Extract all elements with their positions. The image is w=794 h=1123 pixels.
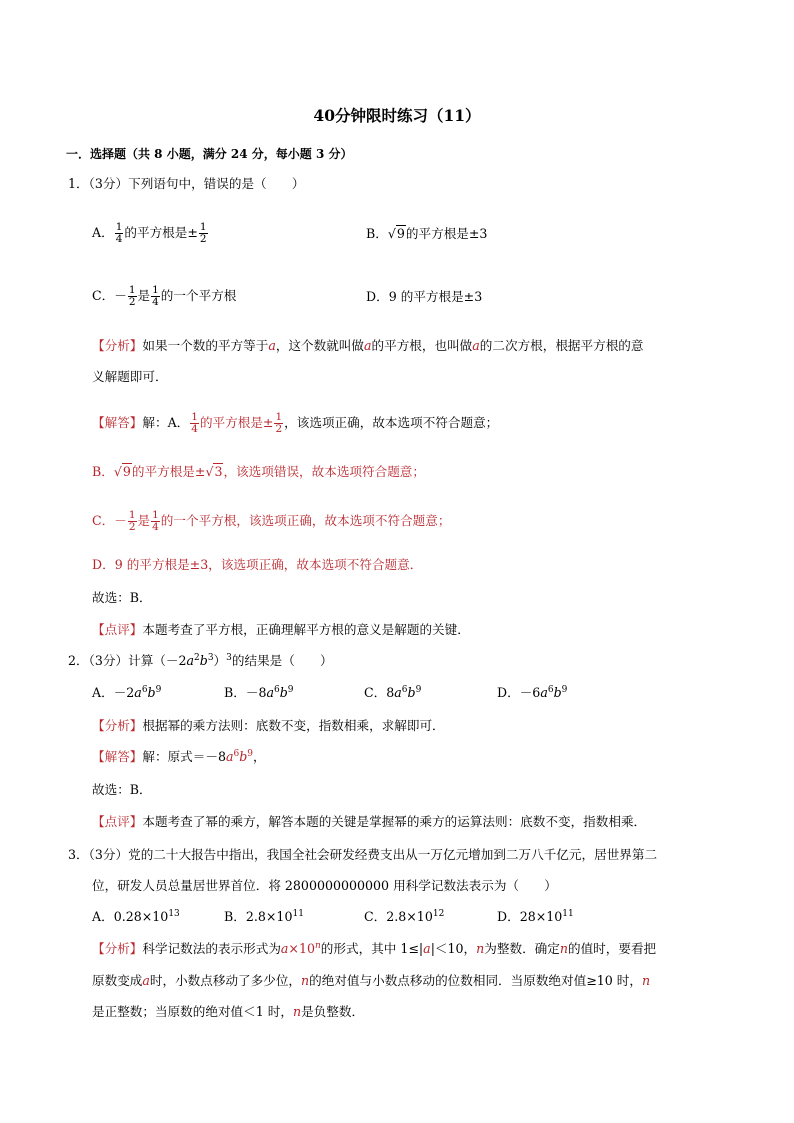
q1-a-frac-quarter: $\frac{1}{4}$ [115,221,123,246]
q2-option-d: D．$-6a^6b^9$ [497,685,568,700]
q2-review: 【点评】本题考查了幂的乘方，解答本题的关键是掌握幂的乘方的运算法则：底数不变，指数相乘． [92,814,647,829]
q3-option-b: B．$2.8\times 10^{11}$ [224,909,304,924]
q1-solution-b: B．√9的平方根是±√3，该选项错误，故本选项符合题意； [92,464,425,479]
q3-option-d: D．$28\times 10^{11}$ [497,909,574,924]
q1-a-frac-half: $\frac{1}{2}$ [199,221,207,246]
q3-stem-line2: 位，研发人员总量居世界首位．将 2800000000000 用科学记数法表示为（ ） [92,878,557,893]
q1-choice: 故选：B． [92,590,152,605]
q3-analysis-line2: 原数变成a时，小数点移动了多少位，n的绝对值与小数点移动的位数相同．当原数绝对值≥10 时，n [92,973,651,988]
section-heading: 一．选择题（共 8 小题，满分 24 分，每小题 3 分） [66,147,353,161]
q1-solution-a: 【解答】解：A． $\frac{1}{4}$ 的平方根是± $\frac{1}{2}$ ，该选项正确，故本选项不符合题意； [92,411,499,436]
review-tag: 【点评】 [92,622,143,637]
q3-analysis-line1: 【分析】科学记数法的表示形式为$a\times 10^n$的形式，其中 1≤|a|＜10，n为整数．确定n的值时，要看把 [92,941,657,956]
q1-a-label: A． [92,225,114,241]
q1-solution-d: D．9 的平方根是±3，该选项正确，故本选项不符合题意． [92,557,423,572]
sqrt-9: √9 [387,226,405,241]
q2-solution: 【解答】解：原式$=-8a^6b^9$， [92,749,266,764]
q1-review: 【点评】本题考查了平方根，正确理解平方根的意义是解题的关键． [92,622,470,637]
q1-stem: 1．（3分）下列语句中，错误的是（ ） [68,176,305,191]
q3-option-c: C．$2.8\times 10^{12}$ [364,909,445,924]
q1-analysis-line2: 义解题即可． [92,369,168,384]
q1-analysis: 【分析】如果一个数的平方等于a，这个数就叫做a的平方根，也叫做a的二次方根，根据平方根的意 [92,338,644,353]
q1-option-a: A． $\frac{1}{4}$ 的平方根是± $\frac{1}{2}$ [92,221,207,246]
analysis-tag: 【分析】 [92,338,143,353]
page-title: 40分钟限时练习（11） [313,106,481,125]
q1-solution-c: C．－ $\frac{1}{2}$ 是 $\frac{1}{4}$ 的一个平方根，该选项正确，故本选项不符合题意； [92,509,451,534]
q2-analysis: 【分析】根据幂的乘方法则：底数不变，指数相乘，求解即可． [92,718,445,733]
q2-choice: 故选：B． [92,782,152,797]
q1-option-c: C．－ $\frac{1}{2}$ 是 $\frac{1}{4}$ 的一个平方根 [92,284,237,309]
solution-tag: 【解答】 [92,415,143,431]
q2-stem: 2．（3分）计算$(-2a^2b^3)^3$的结果是（ ） [68,653,333,668]
q2-option-c: C．$8a^6b^9$ [364,685,422,700]
q3-stem-line1: 3．（3分）党的二十大报告中指出，我国全社会研发经费支出从一万亿元增加到二万八千亿元，居世界第二 [68,847,658,862]
q3-option-a: A．$0.28\times 10^{13}$ [92,909,180,924]
q2-option-b: B．$-8a^6b^9$ [224,685,294,700]
q1-option-b: B．√9的平方根是±3 [366,226,488,241]
q2-option-a: A．$-2a^6b^9$ [92,685,162,700]
q1-option-d: D．9 的平方根是±3 [366,289,483,304]
q3-analysis-line3: 是正整数；当原数的绝对值＜1 时，n是负整数． [92,1004,365,1019]
